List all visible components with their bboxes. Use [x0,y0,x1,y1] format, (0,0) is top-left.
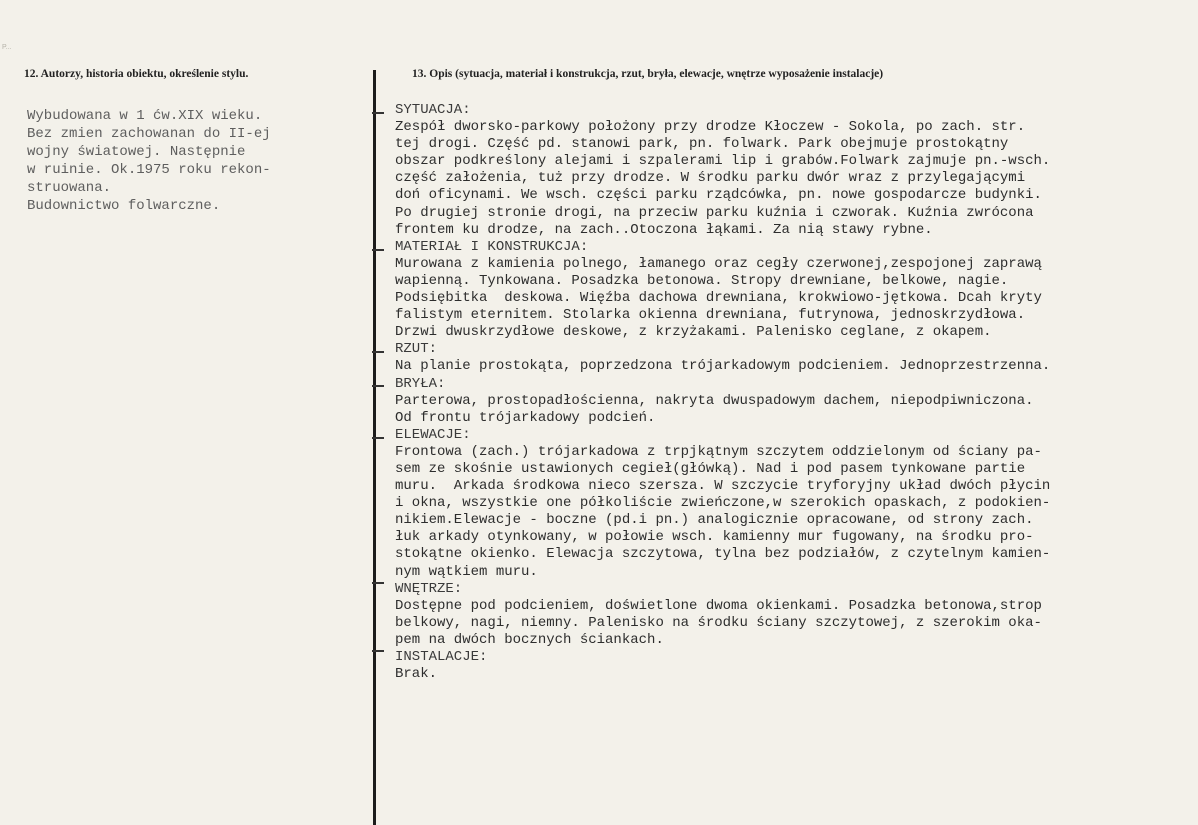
description-line: Na planie prostokąta, poprzedzona trójarkadowym podcieniem. Jednoprzestrzenna. [395,358,1051,375]
description-line: Od frontu trójarkadowy podcień. [395,409,656,426]
heading-material: MATERIAŁ I KONSTRUKCJA: [395,238,589,255]
section-13-header: 13. Opis (sytuacja, materiał i konstrukcja, rzut, bryła, elewacje, wnętrze wyposażenie instalacje) [412,68,884,80]
description-line: doń oficynami. We wsch. części parku rządcówka, pn. nowe gospodarcze budynki. [395,187,1042,204]
description-line: Podsiębitka deskowa. Więźba dachowa drewniana, krokwiowo-jętkowa. Dcah kryty [395,290,1042,307]
section-dash-mark [372,351,384,353]
description-line: część założenia, tuż przy drodze. W środku parku dwór wraz z przylegającymi [395,170,1026,187]
heading-sytuacja: SYTUACJA: [395,102,471,118]
description-line: Frontowa (zach.) trójarkadowa z trpjkątnym szczytem oddzielonym od ściany pa- [395,443,1042,460]
section-12-header: 12. Autorzy, historia obiektu, określenie stylu. [24,68,249,80]
description-text [395,102,1185,683]
description-line: Dostępne pod podcieniem, doświetlone dwoma okienkami. Posadzka betonowa,strop [395,597,1042,614]
description-line: nikiem.Elewacje - boczne (pd.i pn.) analogicznie opracowane, od strony zach. [395,512,1034,529]
section-dash-mark [372,437,384,439]
description-line: pem na dwóch bocznych ściankach. [395,631,664,648]
heading-rzut: RZUT: [395,341,438,358]
heading-bryla: BRYŁA: [395,375,446,392]
history-line: Wybudowana w 1 ćw.XIX wieku. [27,108,263,124]
description-line: wapienną. Tynkowana. Posadzka betonowa. Stropy drewniane, belkowe, nagie. [395,272,1009,289]
description-line: obszar podkreślony alejami i szpalerami lip i grabów.Folwark zajmuje pn.-wsch. [395,153,1051,170]
corner-mark: P... [2,44,12,51]
description-line: łuk arkady otynkowany, w połowie wsch. kamienny mur fugowany, na środku pro- [395,529,1034,546]
history-text [27,107,347,215]
description-line: Drzwi dwuskrzydłowe deskowe, z krzyżakami. Palenisko ceglane, z okapem. [395,324,992,341]
description-line: tej drogi. Część pd. stanowi park, pn. folwark. Park obejmuje prostokątny [395,136,1009,153]
description-line: Parterowa, prostopadłościenna, nakryta dwuspadowym dachem, niepodpiwniczona. [395,392,1034,409]
history-line: wojny światowej. Następnie [27,144,246,160]
description-line: frontem ku drodze, na zach..Otoczona łąkami. Za nią stawy rybne. [395,221,933,238]
history-line: Budownictwo folwarczne. [27,198,221,214]
description-line: falistym eternitem. Stolarka okienna drewniana, futrynowa, jednoskrzydłowa. [395,307,1026,324]
section-dash-mark [372,112,384,114]
description-line: nym wątkiem muru. [395,563,538,580]
description-line: stokątne okienko. Elewacja szczytowa, tylna bez podziałów, z czytelnym kamien- [395,546,1051,563]
heading-elewacje: ELEWACJE: [395,426,471,443]
section-dash-mark [372,650,384,652]
history-line: Bez zmien zachowanan do II-ej [27,126,271,142]
section-dash-mark [372,249,384,251]
description-line: sem ze skośnie ustawionych cegieł(główką). Nad i pod pasem tynkowane partie [395,460,1026,477]
section-dash-mark [372,582,384,584]
section-dash-mark [372,385,384,387]
description-line: muru. Arkada środkowa nieco szersza. W szczycie tryforyjny układ dwóch płycin [395,478,1051,495]
description-line: Zespół dworsko-parkowy położony przy drodze Kłoczew - Sokola, po zach. str. [395,119,1026,136]
column-divider [373,70,376,825]
description-line: Brak. [395,666,438,683]
history-line: struowana. [27,180,112,196]
heading-wnetrze: WNĘTRZE: [395,580,463,597]
description-line: Po drugiej stronie drogi, na przeciw parku kuźnia i czworak. Kuźnia zwrócona [395,204,1034,221]
description-line: belkowy, nagi, niemny. Palenisko na środku ściany szczytowej, z szerokim oka- [395,614,1042,631]
history-line: w ruinie. Ok.1975 roku rekon- [27,162,271,178]
description-line: Murowana z kamienia polnego, łamanego oraz cegły czerwonej,zespojonej zaprawą [395,255,1042,272]
description-line: i okna, wszystkie one półkoliście zwieńczone,w szerokich opaskach, z podokien- [395,495,1051,512]
heading-instalacje: INSTALACJE: [395,649,488,665]
